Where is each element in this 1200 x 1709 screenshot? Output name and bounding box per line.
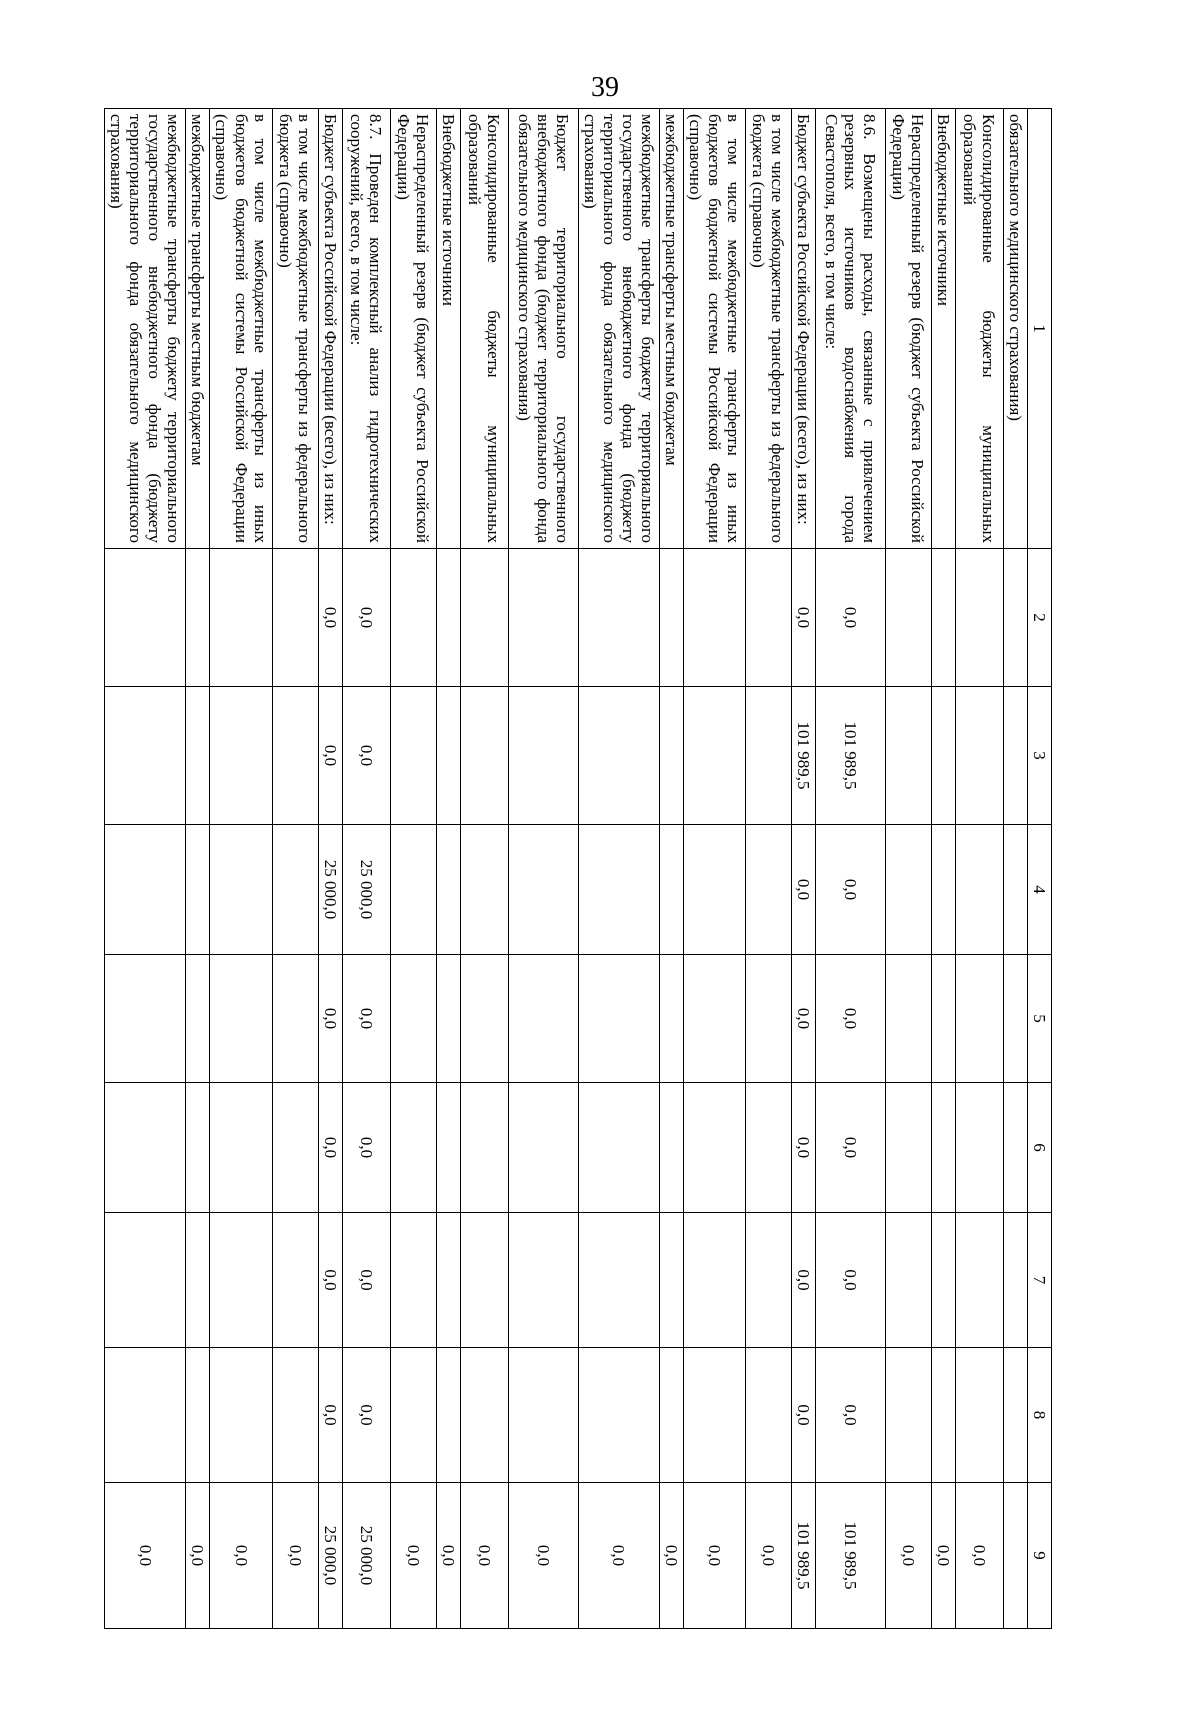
value-cell [460, 955, 508, 1083]
value-cell [955, 1213, 1003, 1348]
value-cell [683, 687, 745, 825]
value-cell [436, 549, 460, 687]
value-cell [1003, 1083, 1027, 1213]
value-cell: 25 000,0 [342, 1483, 390, 1629]
column-header: 9 [1027, 1483, 1051, 1629]
value-cell [659, 687, 683, 825]
value-cell [460, 1348, 508, 1483]
value-cell [508, 1348, 578, 1483]
value-cell [1003, 549, 1027, 687]
value-cell [186, 955, 210, 1083]
row-label: 8.7. Проведен комплексный анализ гидротехнических сооружений, всего, в том числе: [342, 109, 390, 549]
rotated-table-sheet [107, 108, 1052, 1628]
value-cell [105, 549, 186, 687]
value-cell [659, 1348, 683, 1483]
value-cell [955, 1083, 1003, 1213]
value-cell [885, 1348, 931, 1483]
value-cell [578, 687, 659, 825]
row-label: в том числе межбюджетные трансферты из федерального бюджета (справочно) [745, 109, 791, 549]
table-row [342, 109, 390, 1629]
row-label: Бюджет субъекта Российской Федерации (всего), из них: [318, 109, 342, 549]
column-header: 8 [1027, 1348, 1051, 1483]
value-cell [436, 825, 460, 955]
value-cell [745, 825, 791, 955]
value-cell [1003, 825, 1027, 955]
value-cell: 0,0 [186, 1483, 210, 1629]
value-cell [436, 1213, 460, 1348]
table-row [460, 109, 508, 1629]
value-cell: 0,0 [342, 687, 390, 825]
value-cell [659, 1083, 683, 1213]
table-row [885, 109, 931, 1629]
value-cell: 0,0 [318, 687, 342, 825]
column-header: 2 [1027, 549, 1051, 687]
value-cell [885, 825, 931, 955]
value-cell: 0,0 [318, 1083, 342, 1213]
table-row [186, 109, 210, 1629]
value-cell [885, 955, 931, 1083]
row-label: в том числе межбюджетные трансферты из иных бюджетов бюджетной системы Российской Федерации (справочно) [683, 109, 745, 549]
value-cell [460, 549, 508, 687]
value-cell: 0,0 [791, 1083, 815, 1213]
column-header: 4 [1027, 825, 1051, 955]
value-cell [578, 1348, 659, 1483]
column-header: 6 [1027, 1083, 1051, 1213]
table-row [683, 109, 745, 1629]
table-row [105, 109, 186, 1629]
value-cell: 0,0 [578, 1483, 659, 1629]
row-label: Бюджет территориального государственного внебюджетного фонда (бюджет территориального фонда обязательного медицинского страхования) [508, 109, 578, 549]
value-cell [436, 1348, 460, 1483]
value-cell [683, 955, 745, 1083]
value-cell: 101 989,5 [791, 687, 815, 825]
value-cell: 0,0 [318, 1348, 342, 1483]
value-cell [745, 1213, 791, 1348]
value-cell [683, 1348, 745, 1483]
row-label: 8.6. Возмещены расходы, связанные с привлечением резервных источников водоснабжения города Севастополя, всего, в том числе: [815, 109, 885, 549]
value-cell [955, 955, 1003, 1083]
row-label: межбюджетные трансферты бюджету территориального государственного внебюджетного фонда (бюджету территориального фонда обязательного медицинского страхования) [105, 109, 186, 549]
value-cell [508, 1083, 578, 1213]
column-header: 1 [1027, 109, 1051, 549]
value-cell: 0,0 [272, 1483, 318, 1629]
value-cell [460, 1213, 508, 1348]
value-cell: 0,0 [210, 1483, 272, 1629]
value-cell [210, 549, 272, 687]
value-cell [508, 1213, 578, 1348]
value-cell [955, 687, 1003, 825]
value-cell: 0,0 [955, 1483, 1003, 1629]
value-cell: 0,0 [508, 1483, 578, 1629]
value-cell [745, 549, 791, 687]
value-cell [390, 1213, 436, 1348]
value-cell [105, 825, 186, 955]
value-cell: 0,0 [815, 1083, 885, 1213]
value-cell [578, 1083, 659, 1213]
value-cell: 0,0 [318, 955, 342, 1083]
value-cell [931, 549, 955, 687]
value-cell [931, 687, 955, 825]
value-cell: 0,0 [318, 549, 342, 687]
value-cell: 0,0 [342, 1083, 390, 1213]
table-row [210, 109, 272, 1629]
budget-table [104, 108, 1052, 1629]
table-row [931, 109, 955, 1629]
value-cell [436, 687, 460, 825]
value-cell [210, 955, 272, 1083]
value-cell [659, 549, 683, 687]
value-cell [683, 825, 745, 955]
value-cell: 0,0 [815, 825, 885, 955]
table-row [659, 109, 683, 1629]
column-header: 7 [1027, 1213, 1051, 1348]
table-row [578, 109, 659, 1629]
table-row [436, 109, 460, 1629]
value-cell [659, 955, 683, 1083]
table-row [272, 109, 318, 1629]
value-cell [105, 955, 186, 1083]
value-cell: 0,0 [815, 549, 885, 687]
value-cell [578, 825, 659, 955]
value-cell: 101 989,5 [815, 1483, 885, 1629]
value-cell: 0,0 [342, 1213, 390, 1348]
value-cell [955, 1348, 1003, 1483]
value-cell [390, 1348, 436, 1483]
value-cell [390, 1083, 436, 1213]
value-cell: 0,0 [791, 549, 815, 687]
value-cell [931, 1083, 955, 1213]
value-cell: 25 000,0 [318, 825, 342, 955]
table-row [318, 109, 342, 1629]
value-cell [885, 1213, 931, 1348]
value-cell: 0,0 [105, 1483, 186, 1629]
value-cell [683, 549, 745, 687]
value-cell: 0,0 [745, 1483, 791, 1629]
value-cell [210, 825, 272, 955]
value-cell: 0,0 [791, 955, 815, 1083]
value-cell: 0,0 [791, 825, 815, 955]
value-cell [885, 549, 931, 687]
value-cell [272, 687, 318, 825]
row-label: межбюджетные трансферты местным бюджетам [186, 109, 210, 549]
value-cell [955, 549, 1003, 687]
value-cell [186, 1083, 210, 1213]
header-row [1027, 109, 1051, 1629]
row-label: Внебюджетные источники [931, 109, 955, 549]
value-cell [186, 687, 210, 825]
value-cell [105, 1213, 186, 1348]
value-cell [105, 1348, 186, 1483]
value-cell: 0,0 [683, 1483, 745, 1629]
value-cell: 0,0 [815, 1348, 885, 1483]
value-cell: 0,0 [815, 955, 885, 1083]
value-cell [460, 1083, 508, 1213]
value-cell [885, 687, 931, 825]
value-cell [745, 1083, 791, 1213]
value-cell [1003, 687, 1027, 825]
table-row [745, 109, 791, 1629]
value-cell [931, 825, 955, 955]
table-row [1003, 109, 1027, 1629]
row-label: Нераспределенный резерв (бюджет субъекта Российской Федерации) [885, 109, 931, 549]
table-row [955, 109, 1003, 1629]
value-cell [210, 1083, 272, 1213]
value-cell [683, 1083, 745, 1213]
value-cell [578, 955, 659, 1083]
value-cell: 0,0 [885, 1483, 931, 1629]
value-cell: 0,0 [436, 1483, 460, 1629]
value-cell: 0,0 [931, 1483, 955, 1629]
value-cell [186, 549, 210, 687]
value-cell [578, 549, 659, 687]
value-cell [436, 1083, 460, 1213]
value-cell [659, 1213, 683, 1348]
page-number: 39 [591, 72, 619, 103]
value-cell: 0,0 [815, 1213, 885, 1348]
row-label: межбюджетные трансферты бюджету территориального государственного внебюджетного фонда (бюджету территориального фонда обязательного медицинского страхования) [578, 109, 659, 549]
row-label: Бюджет субъекта Российской Федерации (всего), из них: [791, 109, 815, 549]
value-cell [186, 825, 210, 955]
value-cell [272, 1213, 318, 1348]
value-cell [272, 549, 318, 687]
row-label: Внебюджетные источники [436, 109, 460, 549]
value-cell [1003, 955, 1027, 1083]
value-cell [272, 825, 318, 955]
table-row [791, 109, 815, 1629]
value-cell [955, 825, 1003, 955]
value-cell: 0,0 [342, 955, 390, 1083]
value-cell [745, 955, 791, 1083]
value-cell: 0,0 [791, 1348, 815, 1483]
value-cell [272, 955, 318, 1083]
row-label: обязательного медицинского страхования) [1003, 109, 1027, 549]
value-cell: 101 989,5 [791, 1483, 815, 1629]
row-label: в том числе межбюджетные трансферты из иных бюджетов бюджетной системы Российской Федерации (справочно) [210, 109, 272, 549]
value-cell: 0,0 [791, 1213, 815, 1348]
value-cell [683, 1213, 745, 1348]
column-header: 3 [1027, 687, 1051, 825]
value-cell [210, 687, 272, 825]
value-cell [745, 687, 791, 825]
value-cell [272, 1348, 318, 1483]
value-cell: 0,0 [659, 1483, 683, 1629]
value-cell [186, 1348, 210, 1483]
column-header: 5 [1027, 955, 1051, 1083]
value-cell: 101 989,5 [815, 687, 885, 825]
value-cell [659, 825, 683, 955]
row-label: Консолидированные бюджеты муниципальных образований [460, 109, 508, 549]
value-cell [390, 825, 436, 955]
value-cell [210, 1348, 272, 1483]
table-row [815, 109, 885, 1629]
value-cell [1003, 1213, 1027, 1348]
row-label: межбюджетные трансферты местным бюджетам [659, 109, 683, 549]
value-cell [460, 687, 508, 825]
value-cell [390, 955, 436, 1083]
value-cell [1003, 1483, 1027, 1629]
value-cell [390, 549, 436, 687]
row-label: в том числе межбюджетные трансферты из федерального бюджета (справочно) [272, 109, 318, 549]
value-cell: 0,0 [318, 1213, 342, 1348]
value-cell [885, 1083, 931, 1213]
value-cell [508, 955, 578, 1083]
value-cell [272, 1083, 318, 1213]
value-cell [508, 549, 578, 687]
value-cell [745, 1348, 791, 1483]
row-label: Нераспределенный резерв (бюджет субъекта Российской Федерации) [390, 109, 436, 549]
value-cell [186, 1213, 210, 1348]
value-cell [578, 1213, 659, 1348]
value-cell [508, 687, 578, 825]
value-cell: 0,0 [460, 1483, 508, 1629]
value-cell [931, 1348, 955, 1483]
value-cell [931, 1213, 955, 1348]
value-cell [436, 955, 460, 1083]
value-cell [210, 1213, 272, 1348]
table-row [508, 109, 578, 1629]
table-row [390, 109, 436, 1629]
value-cell [460, 825, 508, 955]
value-cell [931, 955, 955, 1083]
value-cell: 0,0 [390, 1483, 436, 1629]
value-cell: 25 000,0 [342, 825, 390, 955]
value-cell: 25 000,0 [318, 1483, 342, 1629]
value-cell [105, 1083, 186, 1213]
value-cell [508, 825, 578, 955]
value-cell [105, 687, 186, 825]
value-cell: 0,0 [342, 1348, 390, 1483]
value-cell [1003, 1348, 1027, 1483]
row-label: Консолидированные бюджеты муниципальных образований [955, 109, 1003, 549]
value-cell: 0,0 [342, 549, 390, 687]
value-cell [390, 687, 436, 825]
